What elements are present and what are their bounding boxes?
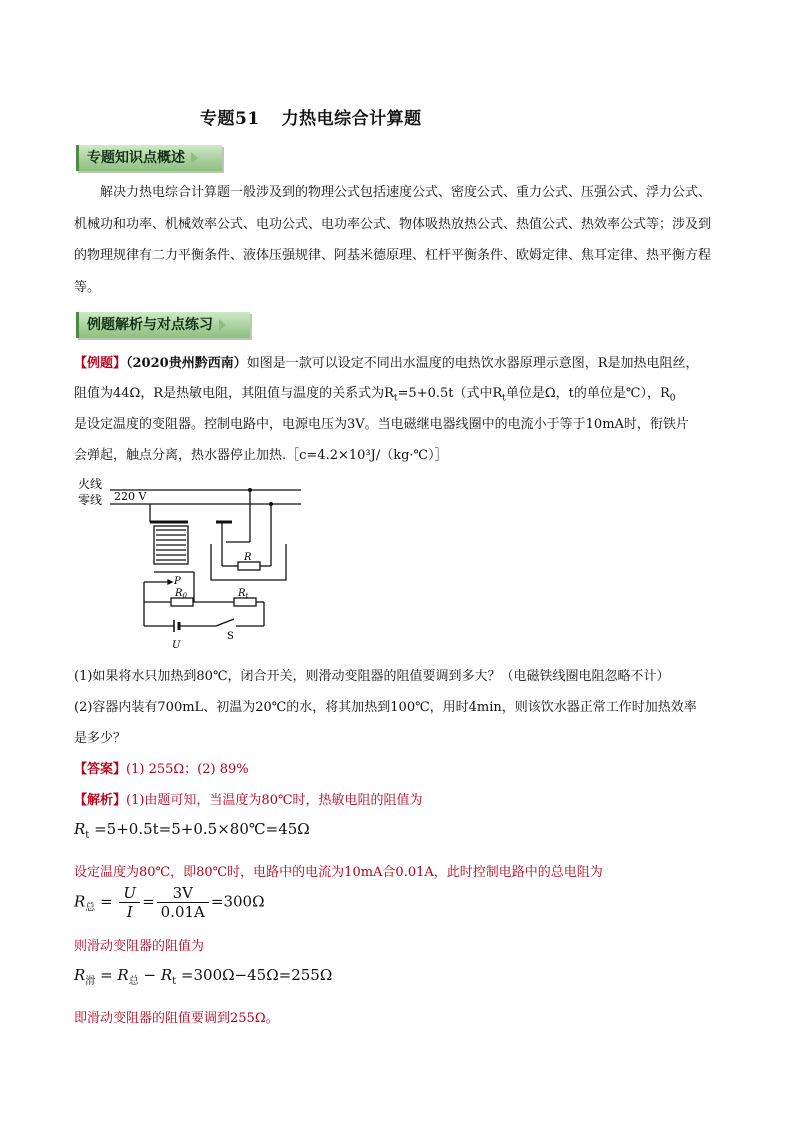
label-rt: $R_t$ — [238, 588, 249, 600]
section-tag-examples — [76, 312, 250, 338]
overview-paragraph — [74, 177, 722, 303]
example-text: =5+0.5t（式中R — [397, 386, 503, 401]
label-r: R — [244, 552, 252, 563]
example-tag: 【例题】 — [74, 356, 127, 371]
question-2-line-1: (2)容器内装有700mL、初温为20℃的水，将其加热到100℃，用时4min，则该饮水器正常工作时加热效率 — [74, 700, 697, 715]
label-r0: $R_0$ — [175, 588, 187, 600]
equation-text: =5+0.5t=5+0.5×80℃=45Ω — [94, 820, 310, 838]
analysis-line-3: 则滑动变阻器的阻值为 — [74, 939, 205, 954]
analysis-tag: 【解析】 — [74, 793, 127, 808]
overview-text: 解决力热电综合计算题一般涉及到的物理公式包括速度公式、密度公式、重力公式、压强公式、浮力公式、机械功和功率、机械效率公式、电功公式、电功率公式、物体吸热放热公式、热值公式、热效率公式等；涉及到的物理规律有二力平衡条件、液体压强规律、阿基米德原理、杠杆平衡条件、欧姆定律、焦耳定律、热平衡方程等。 — [74, 185, 712, 295]
equation-text: =300Ω−45Ω=255Ω — [180, 966, 333, 984]
equation-text: =300Ω — [210, 892, 265, 911]
label-s: S — [227, 631, 234, 642]
title-prefix: 专题51 — [200, 109, 260, 129]
analysis-line-1 — [74, 789, 423, 808]
label-neutral: 零线 — [78, 493, 103, 507]
frac-den: 0.01A — [160, 903, 205, 921]
section-label: 例题解析与对点练习 — [87, 317, 213, 333]
example-line-3 — [74, 413, 689, 432]
example-line-1 — [74, 352, 699, 371]
example-line-2: 阻值为44Ω，R是热敏电阻，其阻值与温度的关系式为$R_t=5+0.5t$（式中$R_t$单位是Ω，t的单位是℃），$R_0$ — [74, 386, 676, 404]
question-2-line-2: 是多少？ — [74, 731, 127, 746]
label-voltage: 220 V — [114, 490, 147, 503]
section-label: 专题知识点概述 — [87, 150, 185, 166]
example-text: 是设定温度的变阻器。控制电路中，电源电压为3V。当电磁继电器线圈中的电流小于等于10mA时，衔铁片 — [74, 417, 689, 432]
example-text: 如图是一款可以设定不同出水温度的电热饮水器原理示意图，R是加热电阻丝， — [246, 356, 699, 371]
frac-den: I — [126, 903, 133, 921]
heater-resistor — [238, 562, 260, 570]
example-source: （2020贵州黔西南） — [126, 356, 247, 371]
analysis-text: (1)由题可知，当温度为80℃时，热敏电阻的阻值为 — [126, 793, 423, 808]
label-p: P — [174, 576, 181, 587]
example-text: 阻值为44Ω，R是热敏电阻，其阻值与温度的关系式为R — [74, 386, 394, 401]
analysis-line-2: 设定温度为80℃，即80℃时，电路中的电流为10mA合0.01A，此时控制电路中的总电阻为 — [74, 865, 603, 880]
equation-3: $R_滑 = R_总 - R_t =300\Omega-45\Omega=255\Omega$ — [74, 966, 333, 987]
answer-line — [74, 758, 249, 777]
section-tag-overview — [76, 145, 222, 171]
question-1: (1)如果将水只加热到80℃，闭合开关，则滑动变阻器的阻值要调到多大？（电磁铁线圈电阻忽略不计） — [74, 669, 670, 684]
equation-2: $R_总$ = $\frac{U}{I}$ = $\frac{3V}{0.01A}$ =300Ω — [74, 884, 265, 921]
analysis-line-4: 即滑动变阻器的阻值要调到255Ω。 — [74, 1011, 279, 1026]
frac-num: 3V — [157, 884, 209, 903]
equation-1: $R_t$ =5+0.5t=5+0.5×80℃=45Ω — [74, 820, 310, 841]
frac-num: U — [119, 884, 140, 903]
example-line-4 — [74, 444, 448, 463]
circuit-diagram — [76, 476, 306, 656]
answer-tag: 【答案】 — [74, 762, 127, 777]
label-u: U — [172, 640, 181, 651]
example-text: 会弹起，触点分离，热水器停止加热.［c=4.2×10³J/（kg·℃）］ — [74, 448, 448, 463]
page-title — [200, 104, 422, 129]
example-text: 单位是Ω，t的单位是℃），R — [505, 386, 670, 401]
answer-text: (1) 255Ω；(2) 89% — [126, 762, 249, 777]
label-live: 火线 — [78, 477, 103, 491]
title-text: 力热电综合计算题 — [281, 109, 422, 129]
